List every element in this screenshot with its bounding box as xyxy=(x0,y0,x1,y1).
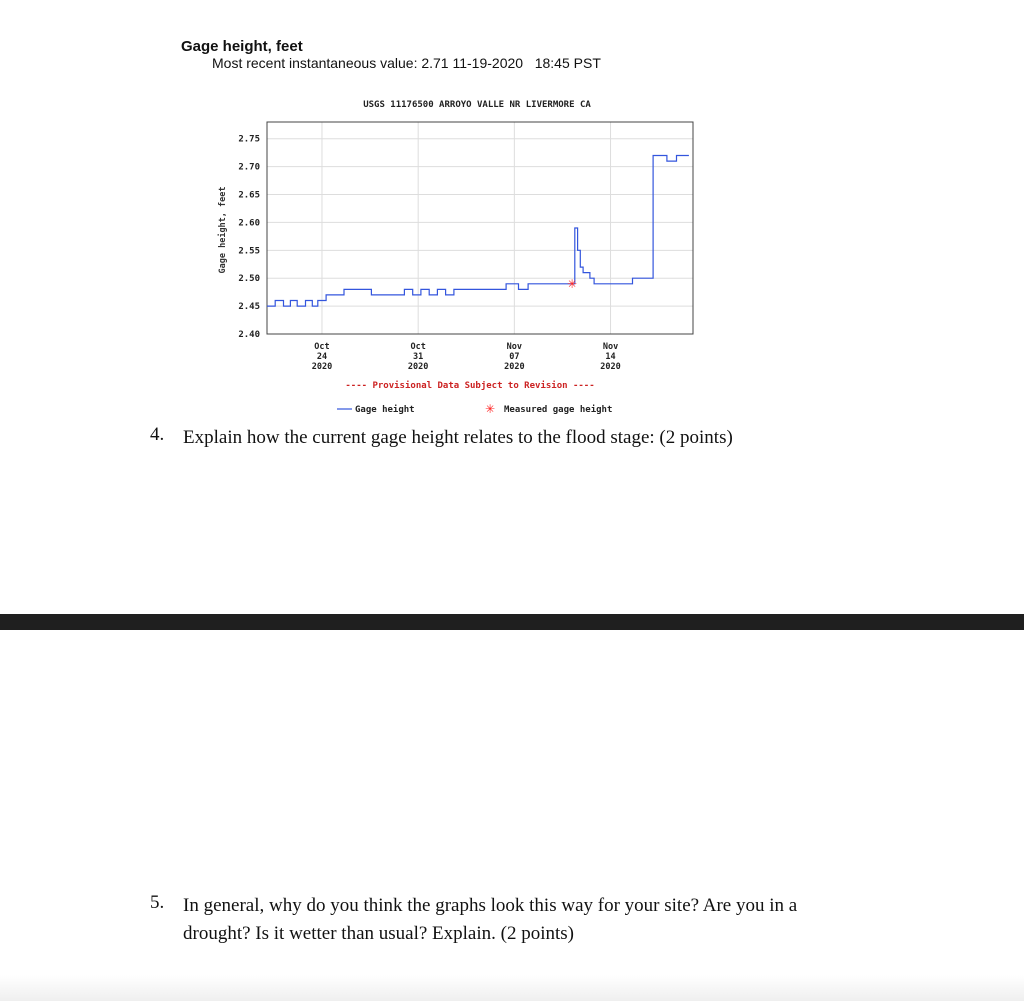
question-5-number: 5. xyxy=(150,892,165,913)
page-bottom-edge xyxy=(0,975,1024,1001)
x-tick-day: 14 xyxy=(605,352,616,362)
x-axis-ticks xyxy=(312,342,621,372)
most-recent-value: Most recent instantaneous value: 2.71 11-19-2020 18:45 PST xyxy=(212,55,601,71)
legend xyxy=(337,402,612,416)
x-tick-year: 2020 xyxy=(600,362,621,372)
y-tick-label: 2.70 xyxy=(238,162,260,173)
data-series xyxy=(267,156,689,307)
page-divider xyxy=(0,614,1024,630)
x-tick-day: 24 xyxy=(316,352,328,362)
x-tick-year: 2020 xyxy=(407,362,429,372)
x-tick-month: Oct xyxy=(410,342,426,352)
y-tick-label: 2.50 xyxy=(238,274,260,285)
y-axis-ticks xyxy=(238,135,260,340)
x-tick-month: Nov xyxy=(602,342,619,352)
grid-lines xyxy=(267,122,693,334)
y-tick-label: 2.60 xyxy=(238,218,260,229)
provisional-note: ---- Provisional Data Subject to Revision ---- xyxy=(345,381,595,391)
gage-height-chart xyxy=(200,90,720,425)
legend-measured-icon: ✳ xyxy=(485,402,496,416)
y-tick-label: 2.55 xyxy=(238,246,260,257)
gage-height-line xyxy=(267,156,689,307)
question-4-text: Explain how the current gage height relates to the flood stage: (2 points) xyxy=(183,427,733,448)
x-tick-month: Oct xyxy=(314,342,330,352)
legend-gage-label: Gage height xyxy=(355,405,415,415)
y-tick-label: 2.45 xyxy=(238,302,260,313)
y-tick-label: 2.40 xyxy=(238,330,260,340)
y-tick-label: 2.65 xyxy=(238,190,260,201)
y-axis-label: Gage height, feet xyxy=(218,186,228,274)
measured-gage-point: ✳ xyxy=(567,276,578,291)
chart-title: USGS 11176500 ARROYO VALLE NR LIVERMORE CA xyxy=(363,100,591,110)
x-tick-day: 31 xyxy=(413,352,424,362)
question-5-line-1: In general, why do you think the graphs look this way for your site? Are you in a xyxy=(183,895,798,916)
legend-measured-label: Measured gage height xyxy=(504,405,613,415)
x-tick-month: Nov xyxy=(506,342,523,352)
plot-frame xyxy=(267,122,693,334)
x-tick-year: 2020 xyxy=(311,362,333,372)
question-4-number: 4. xyxy=(150,424,165,445)
x-tick-year: 2020 xyxy=(504,362,525,372)
x-tick-day: 07 xyxy=(509,352,520,362)
page-title: Gage height, feet xyxy=(181,38,303,55)
y-tick-label: 2.75 xyxy=(238,134,260,145)
question-5-line-2: drought? Is it wetter than usual? Explain. (2 points) xyxy=(183,923,574,944)
